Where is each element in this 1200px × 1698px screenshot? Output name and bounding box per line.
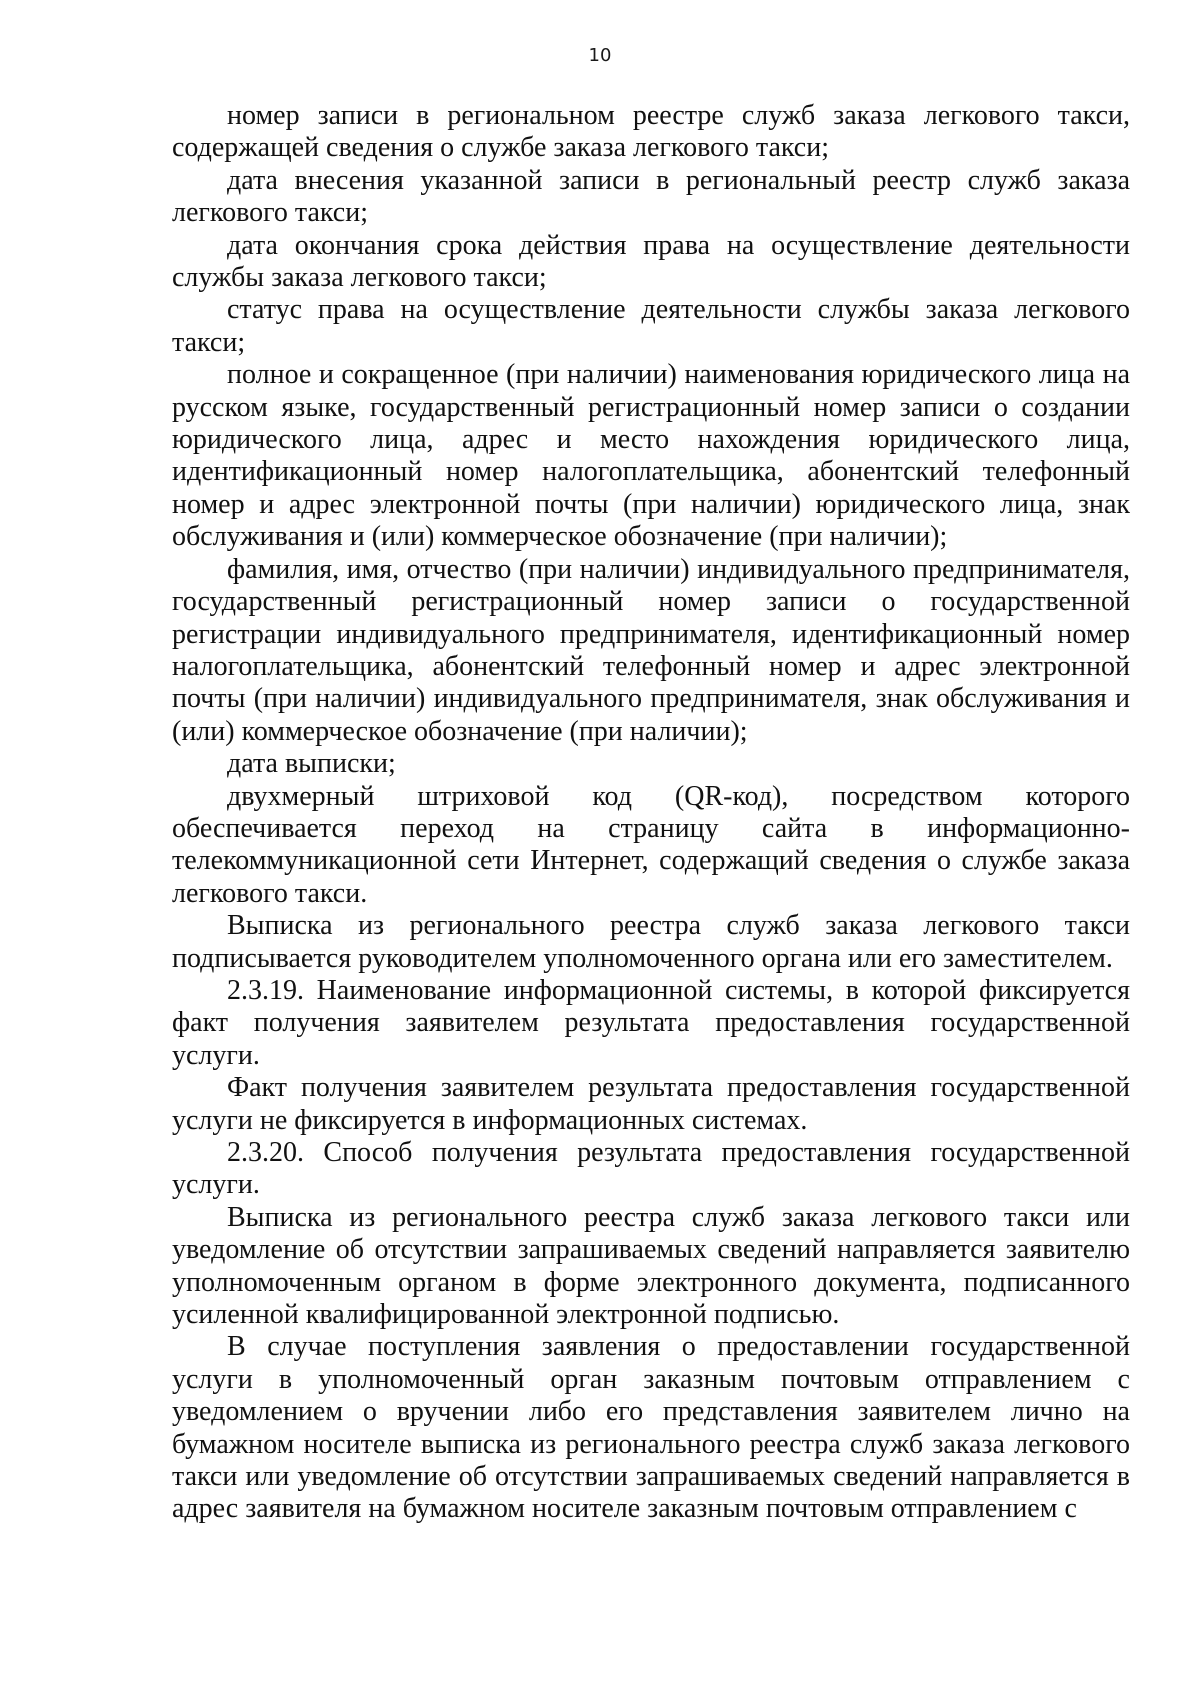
paragraph-section-2-3-20: 2.3.20. Способ получения результата предоставления государственной услуги. bbox=[172, 1137, 1130, 1201]
paragraph-right-expiry-date: дата окончания срока действия права на осуществление деятельности службы заказа легкового такси; bbox=[172, 229, 1130, 294]
document-body bbox=[172, 100, 1130, 1526]
paragraph-record-date: дата внесения указанной записи в региональный реестр служб заказа легкового такси; bbox=[172, 164, 1130, 229]
paragraph-fact-not-recorded: Факт получения заявителем результата предоставления государственной услуги не фиксируется в информационных системах. bbox=[172, 1072, 1130, 1136]
page-number: 10 bbox=[588, 45, 612, 66]
paragraph-extract-date: дата выписки; bbox=[227, 748, 396, 780]
paragraph-legal-entity-details: полное и сокращенное (при наличии) наименования юридического лица на русском языке, государственный регистрационный номер записи о создании юридического лица, адрес и место нахождения юридического лица, идентификационный номер налогоплательщика, абонентский телефонный номер и адрес электронной почты (при наличии) юридического лица, знак обслуживания и (или) коммерческое обозначение (при наличии); bbox=[172, 359, 1130, 553]
paragraph-registry-record-number: номер записи в региональном реестре служб заказа легкового такси, содержащей сведения о службе заказа легкового такси; bbox=[172, 100, 1130, 164]
paragraph-section-2-3-19: 2.3.19. Наименование информационной системы, в которой фиксируется факт получения заявителем результата предоставления государственной услуги. bbox=[172, 974, 1130, 1071]
paragraph-extract-signature: Выписка из регионального реестра служб заказа легкового такси подписывается руководителем уполномоченного органа или его заместителем. bbox=[172, 910, 1130, 974]
paragraph-qr-code: двухмерный штриховой код (QR-код), посредством которого обеспечивается переход на страницу сайта в информационно-телекоммуникационной сети Интернет, содержащий сведения о службе заказа легкового такси. bbox=[172, 780, 1130, 909]
paragraph-right-status: статус права на осуществление деятельности службы заказа легкового такси; bbox=[172, 294, 1130, 358]
paragraph-entrepreneur-details: фамилия, имя, отчество (при наличии) индивидуального предпринимателя, государственный регистрационный номер записи о государственной регистрации индивидуального предпринимателя, идентификационный номер налогоплательщика, абонентский телефонный номер и адрес электронной почты (при наличии) индивидуального предпринимателя, знак обслуживания и (или) коммерческое обозначение (при наличии); bbox=[172, 553, 1130, 747]
paragraph-electronic-delivery: Выписка из регионального реестра служб заказа легкового такси или уведомление об отсутствии запрашиваемых сведений направляется заявителю уполномоченным органом в форме электронного документа, подписанного усиленной квалифицированной электронной подписью. bbox=[172, 1201, 1130, 1331]
paragraph-paper-delivery: В случае поступления заявления о предоставлении государственной услуги в уполномоченный орган заказным почтовым отправлением с уведомлением о вручении либо его представления заявителем лично на бумажном носителе выписка из регионального реестра служб заказа легкового такси или уведомление об отсутствии запрашиваемых сведений направляется в адрес заявителя на бумажном носителе заказным почтовым отправлением с bbox=[172, 1331, 1130, 1525]
